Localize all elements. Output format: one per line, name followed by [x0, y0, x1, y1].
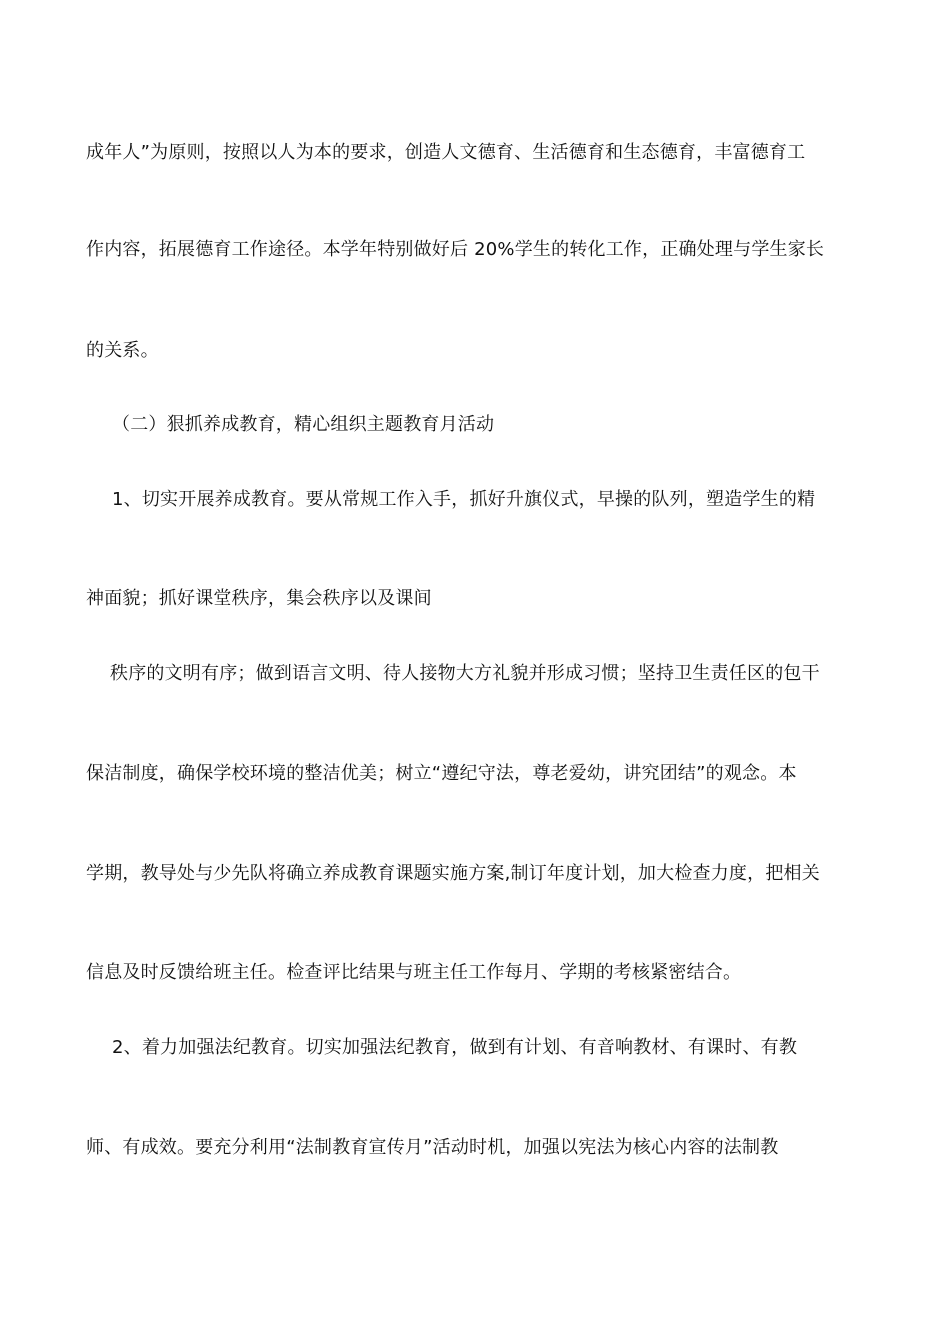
- paragraph-line: 作内容，拓展德育工作途径。本学年特别做好后 20%学生的转化工作，正确处理与学生家长: [86, 239, 825, 260]
- paragraph-line: 保洁制度，确保学校环境的整洁优美；树立“遵纪守法，尊老爱幼，讲究团结”的观念。本: [86, 763, 797, 784]
- paragraph-line: 师、有成效。要充分利用“法制教育宣传月”活动时机，加强以宪法为核心内容的法制教: [86, 1137, 779, 1158]
- paragraph-line: 1、切实开展养成教育。要从常规工作入手，抓好升旗仪式，早操的队列，塑造学生的精: [112, 489, 816, 510]
- section-heading: （二）狠抓养成教育，精心组织主题教育月活动: [112, 414, 495, 435]
- paragraph-line: 的关系。: [86, 340, 159, 361]
- paragraph-line: 2、着力加强法纪教育。切实加强法纪教育，做到有计划、有音响教材、有课时、有教: [112, 1037, 798, 1058]
- paragraph-line: 学期，教导处与少先队将确立养成教育课题实施方案,制订年度计划，加大检查力度，把相关: [86, 863, 820, 884]
- paragraph-line: 神面貌；抓好课堂秩序，集会秩序以及课间: [86, 588, 432, 609]
- paragraph-line: 信息及时反馈给班主任。检查评比结果与班主任工作每月、学期的考核紧密结合。: [86, 962, 742, 983]
- paragraph-line: 成年人”为原则，按照以人为本的要求，创造人文德育、生活德育和生态德育，丰富德育工: [86, 142, 806, 163]
- paragraph-line: 秩序的文明有序；做到语言文明、待人接物大方礼貌并形成习惯；坚持卫生责任区的包干: [110, 663, 820, 684]
